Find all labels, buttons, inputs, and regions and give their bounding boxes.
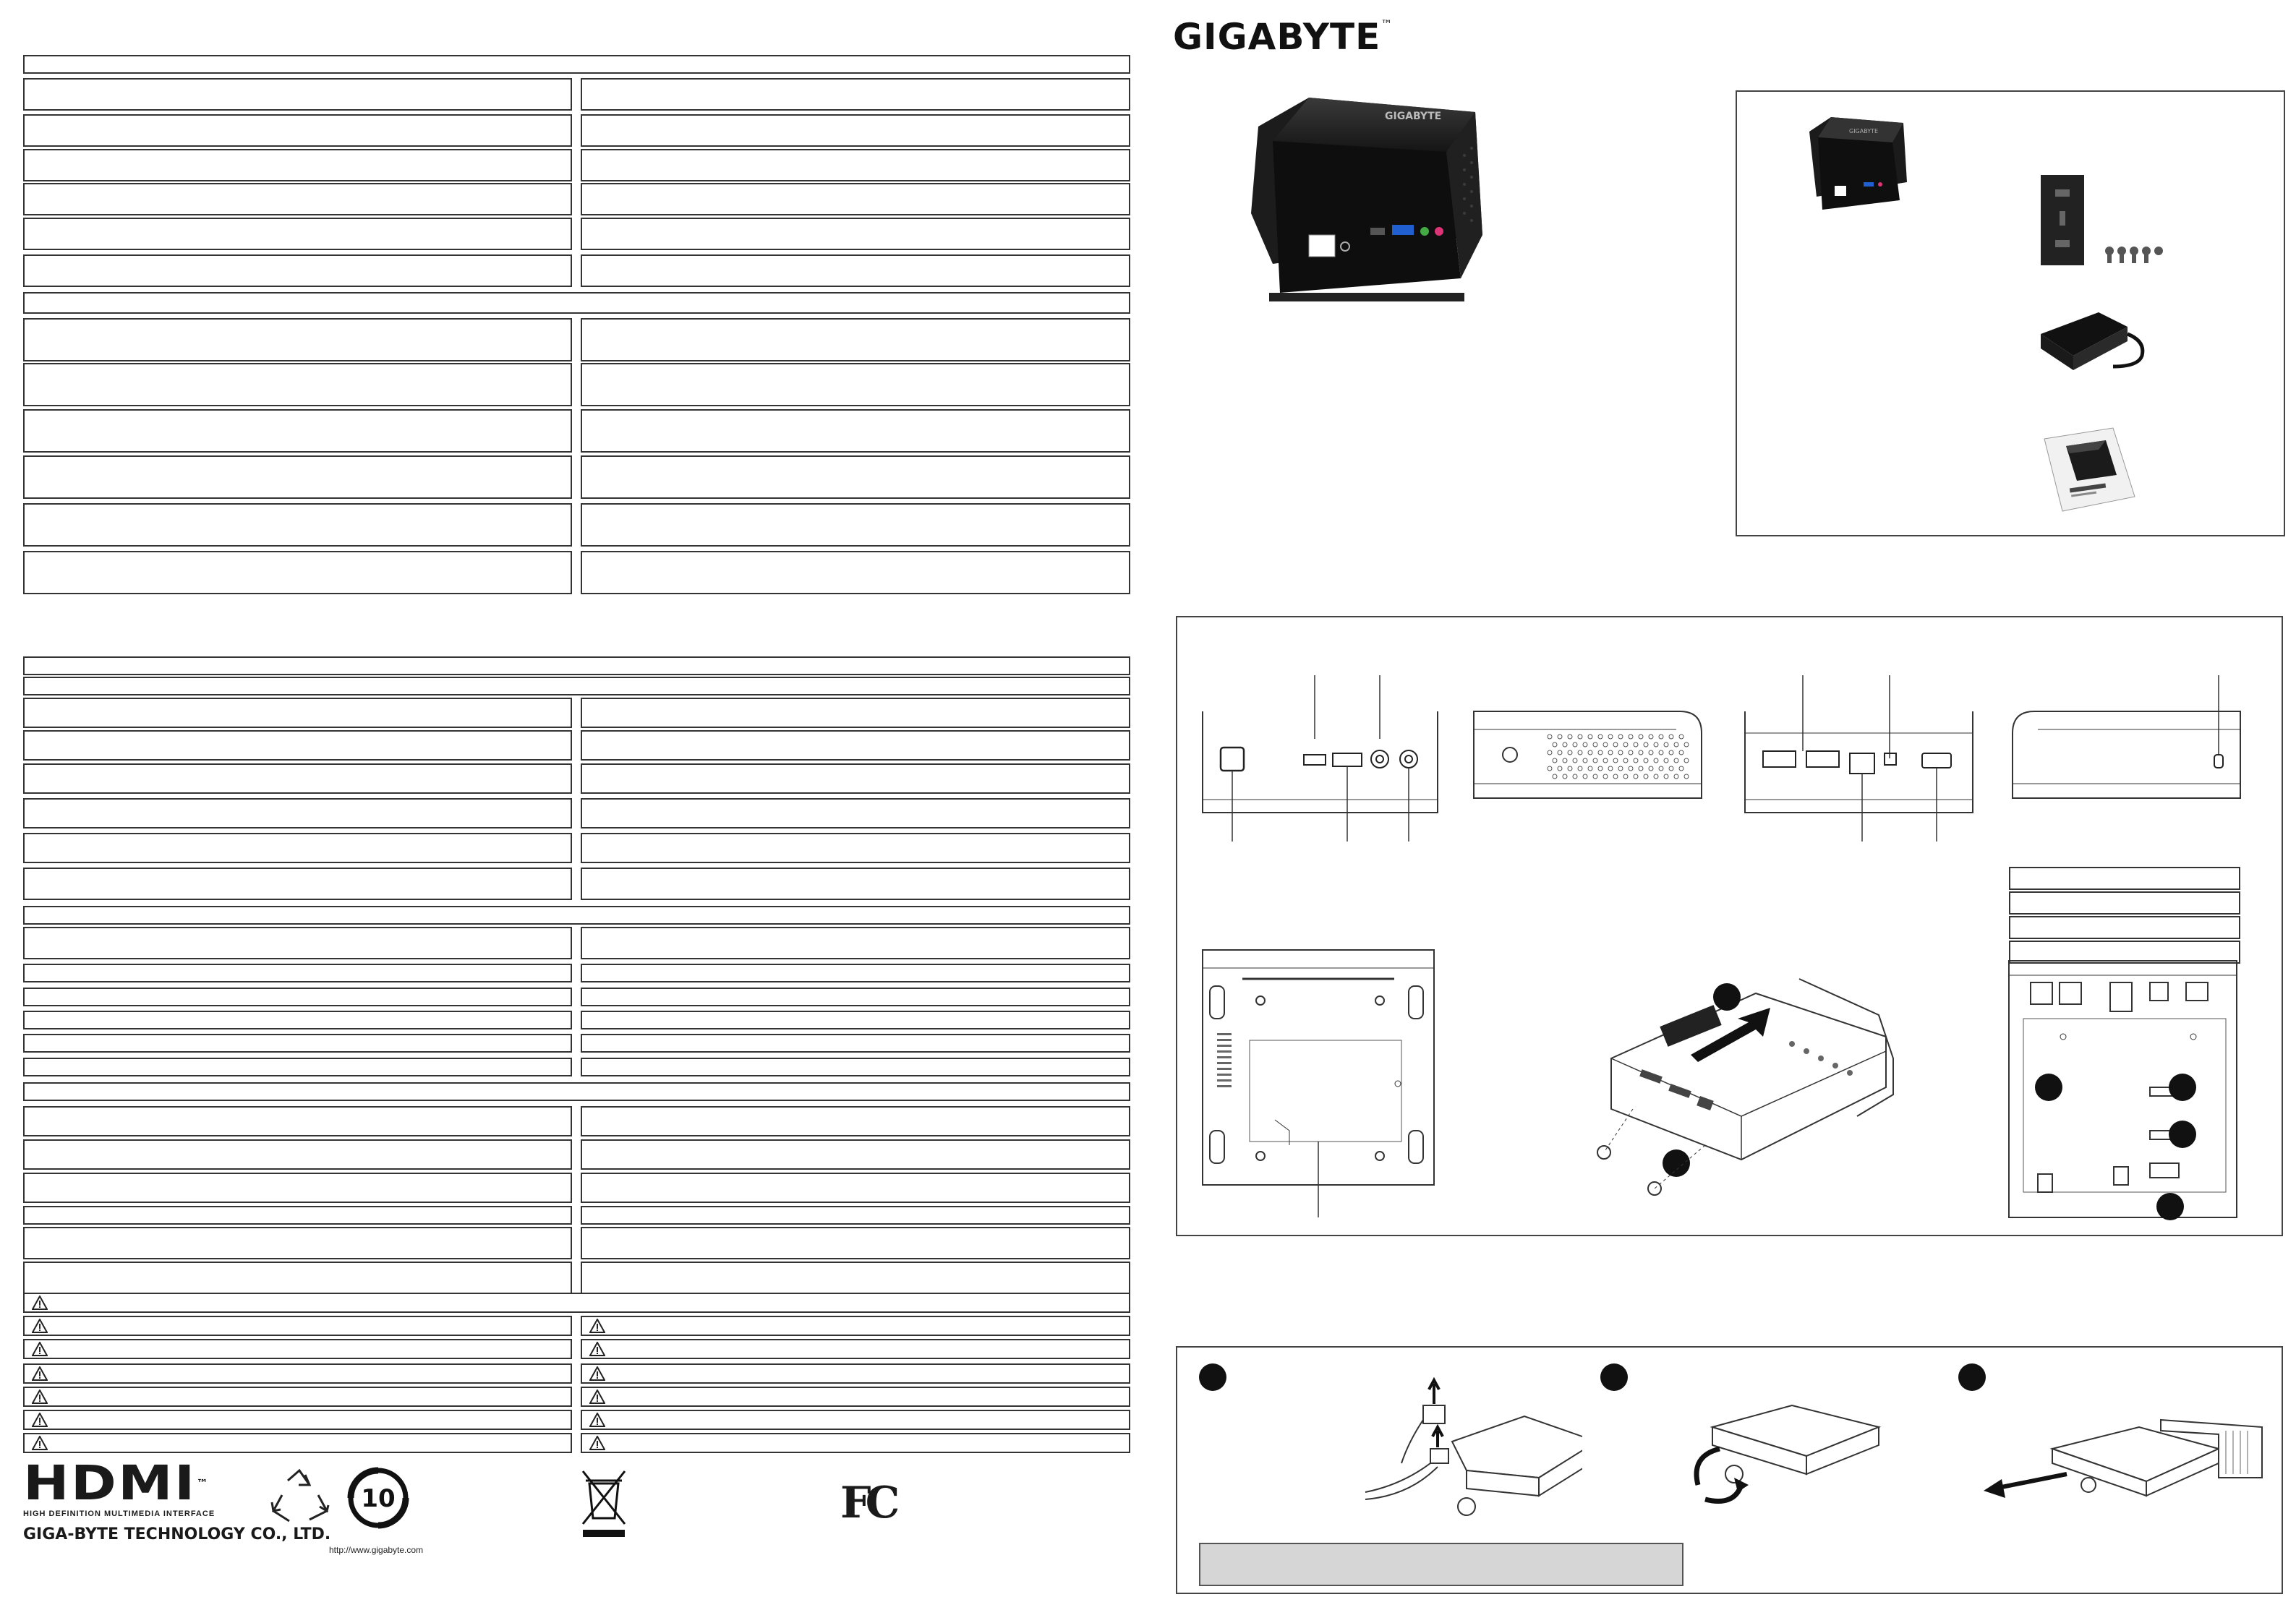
spec-table-cell — [581, 1173, 1130, 1203]
spec-table-cell — [581, 763, 1130, 794]
spec-table-cell — [23, 868, 572, 900]
hdmi-trademark: ™ — [196, 1478, 210, 1489]
spec-table-cell — [23, 1139, 572, 1170]
spec-table-cell — [23, 1034, 572, 1053]
internal-board-diagram — [2005, 957, 2244, 1232]
warning-icon — [589, 1319, 605, 1333]
warning-icon — [589, 1413, 605, 1427]
spec-table-cell — [581, 254, 1130, 287]
package-contents-panel — [1736, 90, 2285, 536]
epup-10-icon — [343, 1463, 413, 1533]
svg-text:GIGABYTE: GIGABYTE — [1385, 111, 1442, 122]
spec-table-cell — [23, 1262, 572, 1294]
spec-table-cell — [581, 988, 1130, 1006]
spec-table-cell — [581, 868, 1130, 900]
product-hero-image — [1229, 83, 1504, 314]
spec-table-cell — [581, 1106, 1130, 1136]
warning-cell — [23, 1363, 572, 1384]
bottom-view-diagram — [1199, 946, 1445, 1221]
warning-cell — [23, 1316, 572, 1336]
warning-cell — [581, 1387, 1130, 1407]
spec-table-cell — [581, 78, 1130, 111]
warning-cell — [581, 1339, 1130, 1359]
mini-pc-image — [1802, 110, 1918, 218]
spec-table-cell — [581, 698, 1130, 728]
step-3-diagram — [1973, 1413, 2276, 1528]
epup-years: 10 — [361, 1484, 396, 1513]
legend-table — [2009, 867, 2240, 964]
warning-cell — [23, 1433, 572, 1453]
spec-table-header — [23, 906, 1130, 925]
brand-name: GIGABYTE — [1173, 16, 1381, 58]
hdmi-tagline: HIGH DEFINITION MULTIMEDIA INTERFACE — [23, 1509, 215, 1518]
spec-table-header — [23, 656, 1130, 675]
warning-cell — [581, 1410, 1130, 1430]
spec-table-cell — [23, 1173, 572, 1203]
hdmi-logo — [23, 1455, 215, 1518]
spec-table-header — [23, 292, 1130, 314]
warning-icon — [32, 1366, 48, 1381]
spec-table-cell — [581, 1034, 1130, 1053]
spec-table-cell — [23, 149, 572, 181]
spec-table-cell — [23, 1106, 572, 1136]
spec-table-cell — [581, 1262, 1130, 1294]
spec-table-cell — [23, 1227, 572, 1259]
spec-table-cell — [581, 833, 1130, 863]
spec-table-cell — [23, 927, 572, 959]
spec-table-cell — [581, 114, 1130, 147]
warning-cell — [581, 1316, 1130, 1336]
spec-table-cell — [23, 1011, 572, 1029]
spec-table-cell — [23, 988, 572, 1006]
spec-table-cell — [581, 1011, 1130, 1029]
warning-cell — [581, 1363, 1130, 1384]
warning-icon — [32, 1319, 48, 1333]
spec-table-cell — [23, 409, 572, 453]
spec-table-cell — [581, 455, 1130, 499]
spec-table-cell — [23, 183, 572, 215]
spec-table-cell — [23, 114, 572, 147]
right-side-view-diagram — [2009, 675, 2248, 820]
brand-logo — [1173, 16, 1393, 58]
spec-table-cell — [581, 1227, 1130, 1259]
spec-table-cell — [581, 1139, 1130, 1170]
spec-table-cell — [581, 1206, 1130, 1225]
warning-icon — [32, 1436, 48, 1450]
step-2-marker — [1600, 1363, 1628, 1391]
warning-icon — [589, 1366, 605, 1381]
warning-cell — [23, 1339, 572, 1359]
spec-table-cell — [581, 964, 1130, 982]
spec-table-cell — [23, 218, 572, 250]
spec-table-cell — [23, 833, 572, 863]
spec-table-cell — [581, 551, 1130, 594]
warning-cell — [23, 1410, 572, 1430]
note-box — [1199, 1543, 1683, 1586]
spec-table-cell — [581, 149, 1130, 181]
spec-table-cell — [23, 455, 572, 499]
brand-trademark: ™ — [1380, 17, 1394, 31]
company-url: http://www.gigabyte.com — [329, 1545, 424, 1555]
steps-panel — [1176, 1346, 2283, 1594]
spec-table-cell — [581, 927, 1130, 959]
warning-icon — [32, 1296, 48, 1310]
ports-diagram-panel — [1176, 616, 2283, 1236]
weee-bin-icon — [579, 1468, 629, 1540]
power-adapter-image — [2033, 298, 2156, 377]
warning-icon — [589, 1389, 605, 1404]
spec-table-cell — [23, 1206, 572, 1225]
left-side-view-diagram — [1470, 697, 1709, 820]
fcc-logo: FC — [840, 1478, 895, 1528]
spec-table-cell — [23, 503, 572, 547]
manual-box-image — [2041, 424, 2142, 518]
spec-table-cell — [581, 730, 1130, 761]
step-2-diagram — [1683, 1376, 1915, 1521]
spec-table-cell — [581, 1058, 1130, 1076]
spec-table-header — [23, 1082, 1130, 1101]
step-1-diagram — [1322, 1376, 1582, 1521]
spec-table-cell — [23, 363, 572, 406]
warning-row — [23, 1293, 1130, 1313]
spec-table-cell — [581, 503, 1130, 547]
spec-table-cell — [23, 798, 572, 828]
spec-table-cell — [581, 363, 1130, 406]
spec-table-cell — [581, 409, 1130, 453]
spec-table-cell — [23, 254, 572, 287]
spec-table-cell — [581, 318, 1130, 361]
warning-icon — [32, 1389, 48, 1404]
warning-cell — [23, 1387, 572, 1407]
warning-icon — [32, 1342, 48, 1356]
spec-table-cell — [23, 1058, 572, 1076]
front-view-diagram — [1199, 675, 1445, 849]
spec-table-cell — [23, 763, 572, 794]
rear-view-diagram — [1741, 675, 1980, 849]
vesa-mount-image — [2041, 171, 2185, 273]
spec-table-header — [23, 677, 1130, 695]
company-name: GIGA-BYTE TECHNOLOGY CO., LTD. — [23, 1525, 331, 1543]
step-1-marker — [1199, 1363, 1226, 1391]
spec-table-header — [23, 55, 1130, 74]
warning-icon — [32, 1413, 48, 1427]
recycle-icon — [266, 1466, 333, 1530]
svg-text:GIGABYTE: GIGABYTE — [1849, 128, 1879, 134]
spec-table-cell — [23, 698, 572, 728]
spec-table-cell — [581, 183, 1130, 215]
warning-icon — [589, 1342, 605, 1356]
spec-table-cell — [23, 78, 572, 111]
spec-table-cell — [23, 551, 572, 594]
spec-table-cell — [23, 318, 572, 361]
spec-table-cell — [581, 798, 1130, 828]
hdmi-logo-text: HDMI — [23, 1455, 197, 1511]
warning-cell — [581, 1433, 1130, 1453]
open-chassis-diagram — [1553, 943, 1900, 1225]
step-3-marker — [1958, 1363, 1986, 1391]
warning-icon — [589, 1436, 605, 1450]
spec-table-cell — [23, 964, 572, 982]
spec-table-cell — [581, 218, 1130, 250]
spec-table-cell — [23, 730, 572, 761]
